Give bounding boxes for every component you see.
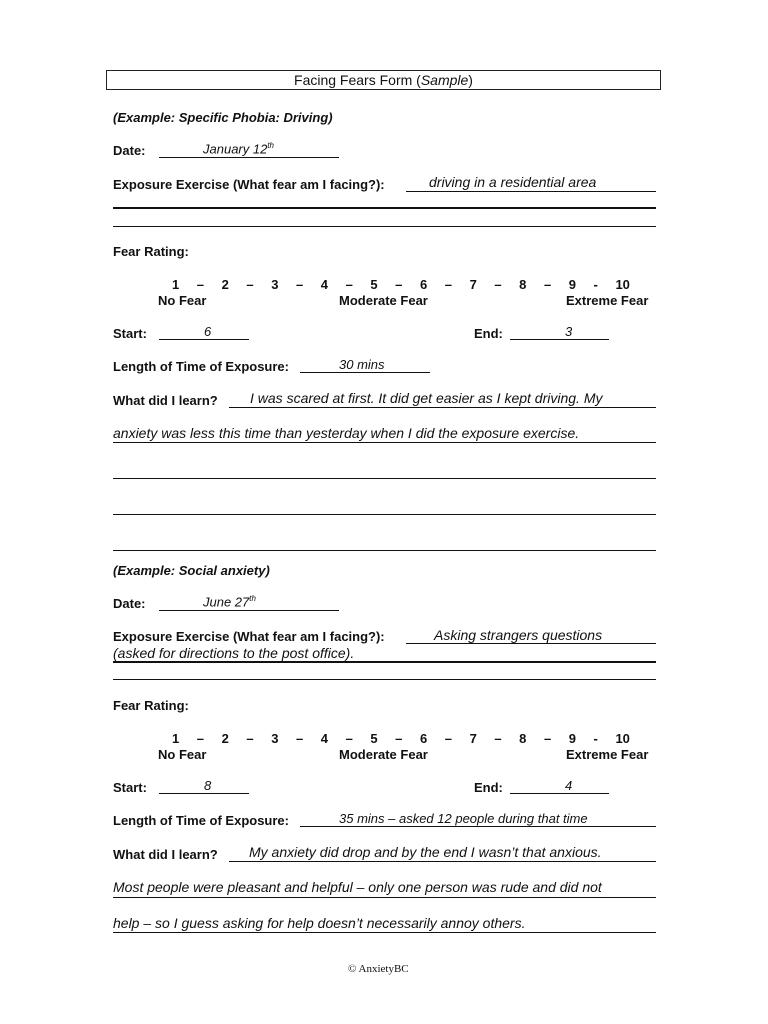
example1-learn-line-3 — [113, 478, 656, 479]
example2-length-value: 35 mins – asked 12 people during that time — [339, 811, 588, 826]
example1-end-line — [510, 339, 609, 340]
example2-end-value: 4 — [565, 778, 573, 793]
scale-num: 5 — [370, 731, 378, 746]
example2-end-label: End: — [474, 780, 503, 795]
scale-sep: – — [543, 277, 552, 292]
example2-date-label: Date: — [113, 596, 146, 611]
scale-sep: – — [444, 277, 452, 292]
example1-scale-mid: Moderate Fear — [339, 293, 428, 308]
example2-start-label: Start: — [113, 780, 147, 795]
scale-sep: – — [196, 277, 205, 292]
example2-rating-scale — [172, 731, 630, 746]
example2-exposure-line-2 — [113, 661, 656, 663]
example1-start-label: Start: — [113, 326, 147, 341]
form-title-text: Facing Fears Form ( — [294, 72, 421, 88]
example2-end-line — [510, 793, 609, 794]
scale-num: 2 — [221, 731, 229, 746]
example1-exposure-line — [406, 191, 656, 192]
scale-num: 1 — [172, 731, 180, 746]
example1-exposure-line-3 — [113, 226, 656, 227]
example1-scale-low: No Fear — [158, 293, 207, 308]
scale-num: 10 — [615, 277, 630, 292]
scale-num: 2 — [221, 277, 229, 292]
example1-date-label: Date: — [113, 143, 146, 158]
example1-start-value: 6 — [204, 324, 212, 339]
example1-rating-scale — [172, 277, 630, 292]
example2-exposure-value-2: (asked for directions to the post office). — [113, 645, 355, 661]
example2-date-value: June 27th — [203, 594, 256, 610]
scale-num: 8 — [519, 277, 527, 292]
example2-exposure-value-1: Asking strangers questions — [434, 627, 603, 643]
example1-learn-line-2 — [113, 442, 656, 443]
example1-learn-label: What did I learn? — [113, 393, 218, 408]
example2-length-label: Length of Time of Exposure: — [113, 813, 289, 828]
example1-start-line — [159, 339, 249, 340]
footer-copyright: © AnxietyBC — [348, 963, 409, 975]
example2-learn-text-1: My anxiety did drop and by the end I wasn’t that anxious. — [249, 844, 602, 860]
scale-sep: – — [395, 731, 403, 746]
scale-num: 4 — [320, 277, 329, 292]
scale-sep: - — [593, 277, 598, 292]
example1-length-label: Length of Time of Exposure: — [113, 359, 289, 374]
example1-date-line — [159, 157, 339, 158]
form-title-close: ) — [468, 72, 473, 88]
scale-sep: – — [543, 731, 552, 746]
scale-num: 6 — [419, 277, 428, 292]
example1-length-line — [300, 372, 430, 373]
scale-sep: – — [196, 731, 205, 746]
scale-sep: – — [345, 277, 353, 292]
scale-sep: – — [395, 277, 403, 292]
example2-scale-low: No Fear — [158, 747, 207, 762]
example2-learn-line-2 — [113, 897, 656, 898]
scale-num: 10 — [615, 731, 630, 746]
example1-exposure-value: driving in a residential area — [429, 174, 597, 190]
example1-length-value: 30 mins — [339, 357, 385, 372]
example1-exposure-label: Exposure Exercise (What fear am I facing?): — [113, 177, 385, 192]
example2-heading: (Example: Social anxiety) — [113, 563, 270, 578]
example2-exposure-line-3 — [113, 679, 656, 680]
example1-end-label: End: — [474, 326, 503, 341]
example1-fear-rating-label: Fear Rating: — [113, 244, 189, 259]
example1-learn-line-5 — [113, 550, 656, 551]
scale-sep: – — [246, 731, 254, 746]
scale-num: 3 — [271, 277, 279, 292]
example1-exposure-line-2 — [113, 207, 656, 209]
example1-learn-text-2: anxiety was less this time than yesterday when I did the exposure exercise. — [113, 425, 580, 441]
scale-sep: – — [295, 277, 304, 292]
example2-scale-high: Extreme Fear — [566, 747, 649, 762]
scale-num: 3 — [271, 731, 279, 746]
example2-learn-label: What did I learn? — [113, 847, 218, 862]
example2-start-value: 8 — [204, 778, 212, 793]
form-title — [106, 70, 661, 90]
scale-sep: – — [494, 731, 502, 746]
scale-sep: – — [494, 277, 502, 292]
example2-learn-line-3 — [113, 932, 656, 933]
example2-exposure-line — [406, 643, 656, 644]
example1-scale-high: Extreme Fear — [566, 293, 649, 308]
scale-sep: – — [444, 731, 452, 746]
scale-num: 9 — [568, 277, 576, 292]
scale-num: 8 — [519, 731, 527, 746]
example2-date-line — [159, 610, 339, 611]
example2-start-line — [159, 793, 249, 794]
scale-sep: – — [295, 731, 304, 746]
example1-learn-text-1: I was scared at first. It did get easier as I kept driving. My — [250, 390, 603, 406]
example2-fear-rating-label: Fear Rating: — [113, 698, 189, 713]
example1-date-value: January 12th — [203, 141, 274, 157]
scale-num: 5 — [370, 277, 378, 292]
scale-num: 6 — [419, 731, 428, 746]
example1-end-value: 3 — [565, 324, 573, 339]
scale-sep: – — [246, 277, 254, 292]
form-title-sample: Sample — [420, 72, 469, 88]
scale-sep: – — [345, 731, 353, 746]
scale-sep: - — [593, 731, 598, 746]
scale-num: 7 — [469, 731, 477, 746]
scale-num: 9 — [568, 731, 576, 746]
example2-learn-text-2: Most people were pleasant and helpful – only one person was rude and did not — [113, 879, 602, 895]
example1-learn-line-1 — [229, 407, 656, 408]
scale-num: 4 — [320, 731, 329, 746]
example2-exposure-label: Exposure Exercise (What fear am I facing?): — [113, 629, 385, 644]
example2-learn-line-1 — [229, 861, 656, 862]
scale-num: 7 — [469, 277, 477, 292]
example1-heading: (Example: Specific Phobia: Driving) — [113, 110, 333, 125]
example2-length-line — [300, 826, 656, 827]
example1-learn-line-4 — [113, 514, 656, 515]
example2-learn-text-3: help – so I guess asking for help doesn’t necessarily annoy others. — [113, 915, 526, 931]
scale-num: 1 — [172, 277, 180, 292]
example2-scale-mid: Moderate Fear — [339, 747, 428, 762]
